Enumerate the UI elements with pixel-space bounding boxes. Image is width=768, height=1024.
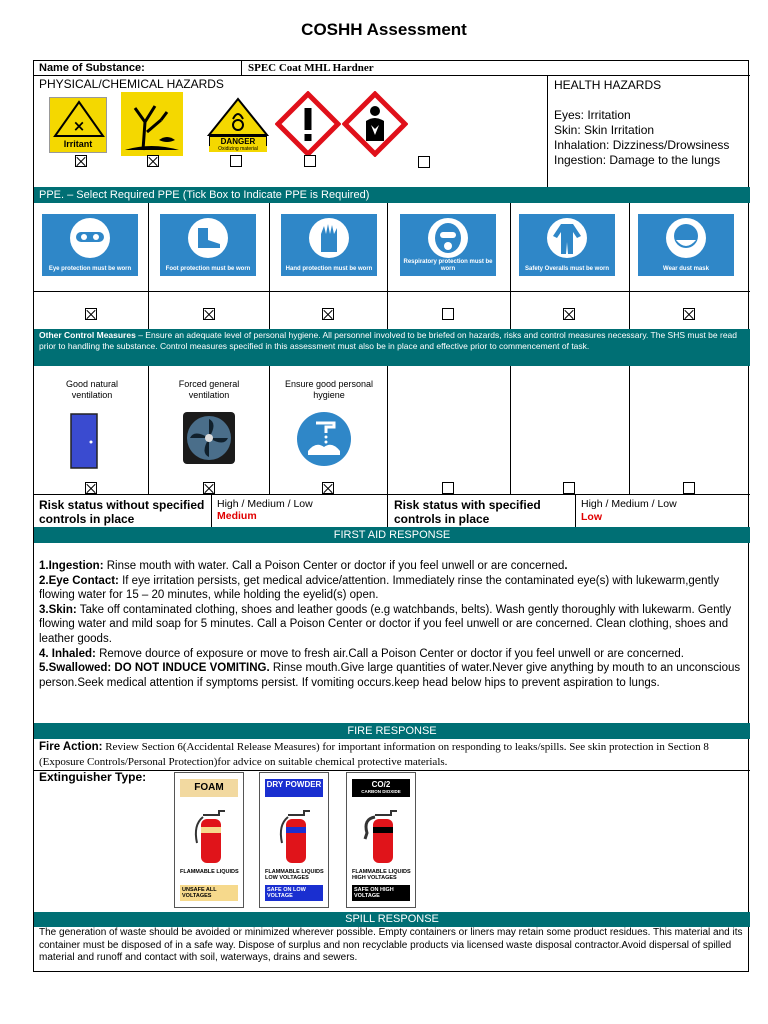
danger-oxidizing-icon	[205, 97, 271, 157]
first-aid-swallowed	[39, 661, 745, 690]
first-aid-ingestion-end: .	[564, 560, 568, 572]
irritant-label: Irritant	[63, 139, 93, 149]
first-aid-ingestion	[39, 559, 745, 574]
foam-extinguisher-icon	[189, 803, 231, 865]
foot-protection-checkbox[interactable]	[203, 308, 215, 320]
forced-general-ventilation-checkbox[interactable]	[203, 482, 215, 494]
co2-type	[352, 779, 410, 797]
eye-protection-label: Eye protection must be worn	[48, 266, 132, 272]
fire-action-text: Review Section 6(Accidental Release Measures) for important information on responding to leaks/spills. See skin protection in Section 8 (Exposure Controls/Personal Protection)for advice on suitable chemical protective materials.	[39, 741, 709, 768]
foam-extinguisher	[174, 772, 244, 908]
oxidizing-label: Oxidizing material	[209, 146, 267, 152]
exclamation-ghs-icon	[275, 91, 341, 157]
first-aid-eye-title: 2.Eye Contact:	[39, 574, 119, 587]
hand-protection-checkbox[interactable]	[322, 308, 334, 320]
co2-type-sub: CARBON DIOXIDE	[361, 789, 401, 794]
respiratory-protection-label: Respiratory protection must be worn	[403, 259, 493, 272]
risk-without-options: High / Medium / Low	[217, 498, 313, 510]
substance-value: SPEC Coat MHL Hardner	[248, 62, 374, 74]
health-hazard-ghs-icon	[342, 91, 408, 157]
co2-extinguisher	[346, 772, 416, 908]
dust-mask-label: Wear dust mask	[663, 266, 709, 272]
safety-overalls-checkbox[interactable]	[563, 308, 575, 320]
dry-powder-extinguisher-icon	[274, 803, 316, 865]
foam-voltage: UNSAFE ALL VOLTAGES	[180, 885, 238, 901]
first-aid-skin	[39, 603, 745, 647]
health-hazard-checkbox[interactable]	[418, 156, 430, 168]
dust-mask-sign	[638, 214, 734, 276]
first-aid-ingestion-text: Rinse mouth with water. Call a Poison Center or doctor if you feel unwell or are concerned	[103, 560, 565, 572]
foot-protection-sign	[160, 214, 256, 276]
first-aid-inhaled-text: Remove dource of exposure or move to fresh air.Call a Poison Center or doctor if you feel unwell or are concerned.	[95, 647, 684, 660]
environment-hazard-checkbox[interactable]	[147, 155, 159, 167]
hand-protection-label: Hand protection must be worn	[285, 266, 373, 272]
first-aid-header: FIRST AID RESPONSE	[34, 527, 750, 543]
other-controls-text: – Ensure an adequate level of personal hygiene. All personnel involved to be briefed on hazards, risks and control measures necessary. The SHS must be read prior to handling the substance. Control measures specified in this assessment must also be in place and effective prior to commencement of task.	[39, 330, 738, 351]
irritant-checkbox[interactable]	[75, 155, 87, 167]
dry-powder-use: FLAMMABLE LIQUIDS LOW VOLTAGES	[265, 869, 324, 881]
health-hazard-eyes: Eyes: Irritation	[554, 108, 631, 122]
fire-action	[39, 740, 747, 770]
physical-hazards-heading: PHYSICAL/CHEMICAL HAZARDS	[39, 77, 224, 91]
control-4-checkbox[interactable]	[442, 482, 454, 494]
other-controls-heading: Other Control Measures	[39, 330, 136, 340]
personal-hygiene-checkbox[interactable]	[322, 482, 334, 494]
first-aid-eye-text: If eye irritation persists, get medical advice/attention. Immediately rinse the contaminated eye(s) with lukewarm,gently flowing water for 15 – 20 minutes, while holding the eyelid(s) open.	[39, 574, 720, 602]
door-icon	[69, 412, 101, 470]
eye-protection-sign	[42, 214, 138, 276]
dust-mask-checkbox[interactable]	[683, 308, 695, 320]
risk-with-label: Risk status with specified controls in place	[394, 498, 541, 526]
spill-response-text: The generation of waste should be avoided or minimized wherever possible. Empty containers or liners may retain some product residues. This material and its container must be disposed of in a safe way. Dispose of surplus and non recyclable products via licensed waste disposal contractor.Avoid dispersal of spilled material and runoff and contact with soil, waterways, drains and sewers.	[39, 927, 743, 964]
first-aid-swallowed-title: 5.Swallowed: DO NOT INDUCE VOMITING.	[39, 662, 270, 675]
respiratory-protection-sign	[400, 214, 496, 276]
good-natural-ventilation-label: Good natural ventilation	[65, 379, 119, 400]
forced-general-ventilation-label: Forced general ventilation	[178, 379, 240, 400]
health-hazard-inhalation: Inhalation: Dizziness/Drowsiness	[554, 138, 730, 152]
dry-powder-type: DRY POWDER	[265, 779, 323, 797]
risk-with-value: Low	[581, 511, 602, 523]
first-aid-inhaled	[39, 647, 745, 662]
personal-hygiene-label: Ensure good personal hygiene	[284, 379, 374, 400]
first-aid-body	[39, 559, 745, 690]
environment-hazard-icon	[121, 92, 183, 156]
foam-use: FLAMMABLE LIQUIDS	[180, 869, 239, 875]
foam-type: FOAM	[180, 779, 238, 797]
co2-type-label: CO/2	[371, 780, 391, 789]
hand-washing-icon	[296, 411, 352, 467]
risk-without-label: Risk status without specified controls in place	[39, 498, 205, 526]
respiratory-protection-checkbox[interactable]	[442, 308, 454, 320]
fire-response-header: FIRE RESPONSE	[34, 723, 750, 739]
first-aid-skin-title: 3.Skin:	[39, 603, 77, 616]
other-controls-banner	[34, 329, 750, 366]
health-hazard-skin: Skin: Skin Irritation	[554, 123, 655, 137]
safety-overalls-label: Safety Overalls must be worn	[524, 266, 610, 272]
health-hazard-ingestion: Ingestion: Damage to the lungs	[554, 153, 721, 167]
control-5-checkbox[interactable]	[563, 482, 575, 494]
risk-with-options: High / Medium / Low	[581, 498, 677, 510]
spill-response-header: SPILL RESPONSE	[34, 912, 750, 927]
control-6-checkbox[interactable]	[683, 482, 695, 494]
risk-without-value: Medium	[217, 510, 257, 522]
safety-overalls-sign	[519, 214, 615, 276]
exclamation-checkbox[interactable]	[304, 155, 316, 167]
danger-label: DANGER	[209, 136, 267, 147]
ppe-header-text: PPE. – Select Required PPE (Tick Box to Indicate PPE is Required)	[39, 189, 370, 201]
foot-protection-label: Foot protection must be worn	[165, 266, 251, 272]
first-aid-swallowed-text: Rinse mouth.Give large quantities of water.Never give anything by mouth to an unconscious person.Seek medical attention if symptoms persist. If vomiting occurs.keep head below hips to prevent aspiration to lungs.	[39, 662, 741, 689]
page-title: COSHH Assessment	[301, 20, 467, 39]
dry-powder-voltage: SAFE ON LOW VOLTAGE	[265, 885, 323, 901]
health-hazards-list	[554, 108, 729, 168]
first-aid-inhaled-title: 4. Inhaled:	[39, 647, 96, 660]
first-aid-eye-contact	[39, 574, 745, 603]
hand-protection-sign	[281, 214, 377, 276]
danger-oxidizing-checkbox[interactable]	[230, 155, 242, 167]
fire-action-label: Fire Action:	[39, 741, 103, 753]
extinguisher-type-label: Extinguisher Type:	[39, 770, 147, 784]
irritant-icon	[49, 97, 107, 153]
good-natural-ventilation-checkbox[interactable]	[85, 482, 97, 494]
eye-protection-checkbox[interactable]	[85, 308, 97, 320]
fan-icon	[182, 411, 236, 465]
svg-text:×: ×	[72, 117, 86, 135]
co2-voltage: SAFE ON HIGH VOLTAGE	[352, 885, 410, 901]
co2-extinguisher-icon	[361, 803, 403, 865]
health-hazards-heading: HEALTH HAZARDS	[554, 78, 662, 92]
dry-powder-extinguisher	[259, 772, 329, 908]
first-aid-ingestion-title: 1.Ingestion:	[39, 560, 104, 572]
co2-use: FLAMMABLE LIQUIDS HIGH VOLTAGES	[352, 869, 411, 881]
first-aid-skin-text: Take off contaminated clothing, shoes and leather goods (e.g watchbands, belts). Wash gently thoroughly with lukewarm. Gently flowing water and mild soap for 5 minutes. Call a Poison Center or doctor if you feel unwell or are concerned. Clean clothing, shoes and leather goods.	[39, 603, 732, 645]
substance-label: Name of Substance:	[39, 62, 145, 74]
ppe-header	[34, 187, 750, 203]
